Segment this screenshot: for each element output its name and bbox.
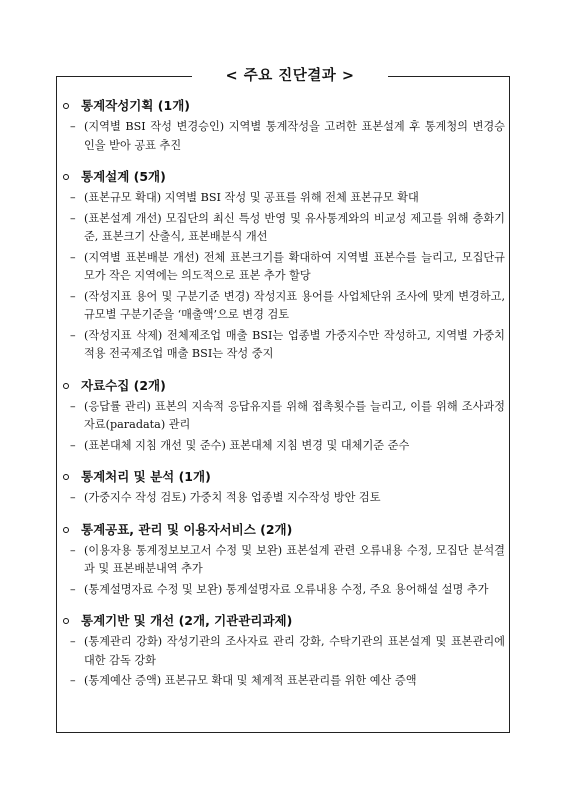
circle-bullet-icon <box>63 174 69 180</box>
dash-bullet-icon: – <box>70 438 76 452</box>
dash-bullet-icon: – <box>70 211 76 225</box>
box-title: < 주요 진단결과 > <box>225 68 355 84</box>
item-list <box>61 189 505 364</box>
list-item-text: (통계관리 강화) 작성기관의 조사자료 관리 강화, 수탁기관의 표본설계 및 표본관리에 대한 감독 강화 <box>84 635 505 667</box>
item-list <box>61 489 505 508</box>
list-item-text: (가중지수 작성 검토) 가중치 적용 업종별 지수작성 방안 검토 <box>84 491 381 504</box>
list-item-text: (지역별 표본배분 개선) 전체 표본크기를 확대하여 지역별 표본수를 늘리고, 모집단규모가 작은 지역에는 의도적으로 표본 추가 할당 <box>84 250 505 282</box>
dash-bullet-icon: – <box>70 491 76 504</box>
section-heading-text: 자료수집 (2개) <box>81 377 166 393</box>
list-item-text: (작성지표 삭제) 전체제조업 매출 BSI는 업종별 가중지수만 작성하고, 지역별 가중치 적용 전국제조업 매출 BSI는 작성 중지 <box>84 328 505 360</box>
dash-bullet-icon: – <box>70 191 76 204</box>
item-list <box>61 118 505 155</box>
list-item-text: (표본규모 확대) 지역별 BSI 작성 및 공표를 위해 전체 표본규모 확대 <box>84 191 419 204</box>
list-item-text: (통계설명자료 수정 및 보완) 통계설명자료 오류내용 수정, 주요 용어해설 설명 추가 <box>84 582 489 596</box>
section-heading <box>61 96 505 116</box>
list-item <box>61 398 505 435</box>
section-heading <box>61 520 505 540</box>
dash-bullet-icon: – <box>70 582 76 596</box>
list-item-text: (응답률 관리) 표본의 지속적 응답유지를 위해 접촉횟수를 늘리고, 이를 위해 조사과정자료(paradata) 관리 <box>84 399 505 431</box>
list-item <box>61 327 505 364</box>
section-2 <box>61 167 505 364</box>
dash-bullet-icon: – <box>70 289 76 303</box>
list-item <box>61 249 505 286</box>
circle-bullet-icon <box>63 618 69 624</box>
section-1 <box>61 96 505 155</box>
section-4 <box>61 467 505 508</box>
list-item <box>61 288 505 325</box>
list-item-text: (표본설계 개선) 모집단의 최신 특성 반영 및 유사통계와의 비교성 제고를 위해 층화기준, 표본크기 산출식, 표본배분식 개선 <box>84 211 505 243</box>
item-list <box>61 542 505 600</box>
section-3 <box>61 376 505 456</box>
list-item-text: (작성지표 용어 및 구분기준 변경) 작성지표 용어를 사업체단위 조사에 맞게 변경하고, 규모별 구분기준을 ‘매출액’으로 변경 검토 <box>84 289 505 321</box>
dash-bullet-icon: – <box>70 250 76 264</box>
list-item-text: (표본대체 지침 개선 및 준수) 표본대체 지침 변경 및 대체기준 준수 <box>84 438 410 452</box>
list-item-text: (이용자용 통계정보보고서 수정 및 보완) 표본설계 관련 오류내용 수정, 모집단 분석결과 및 표본배분내역 추가 <box>84 543 505 575</box>
item-list <box>61 398 505 456</box>
list-item <box>61 189 505 208</box>
circle-bullet-icon <box>63 103 69 109</box>
list-item <box>61 210 505 247</box>
dash-bullet-icon: – <box>70 328 76 342</box>
dash-bullet-icon: – <box>70 399 76 413</box>
section-5 <box>61 520 505 600</box>
section-heading <box>61 376 505 396</box>
list-item-text: (통계예산 증액) 표본규모 확대 및 체계적 표본관리를 위한 예산 증액 <box>84 674 417 687</box>
section-6 <box>61 611 505 691</box>
circle-bullet-icon <box>63 527 69 533</box>
list-item <box>61 437 505 456</box>
list-item <box>61 633 505 670</box>
dash-bullet-icon: – <box>70 635 76 648</box>
section-heading-text: 통계기반 및 개선 (2개, 기관관리과제) <box>81 613 293 628</box>
section-heading-text: 통계공표, 관리 및 이용자서비스 (2개) <box>81 521 293 537</box>
list-item-text: (지역별 BSI 작성 변경승인) 지역별 통계작성을 고려한 표본설계 후 통계청의 변경승인을 받아 공표 추진 <box>84 120 505 152</box>
dash-bullet-icon: – <box>70 543 76 557</box>
list-item <box>61 489 505 508</box>
results-content <box>61 96 505 703</box>
circle-bullet-icon <box>63 383 69 389</box>
dash-bullet-icon: – <box>70 674 76 687</box>
list-item <box>61 118 505 155</box>
section-heading-text: 통계설계 (5개) <box>81 169 166 184</box>
item-list <box>61 633 505 691</box>
section-heading <box>61 611 505 631</box>
section-heading-text: 통계처리 및 분석 (1개) <box>81 469 211 484</box>
list-item <box>61 672 505 691</box>
list-item <box>61 542 505 579</box>
circle-bullet-icon <box>63 474 69 480</box>
list-item <box>61 581 505 600</box>
section-heading-text: 통계작성기획 (1개) <box>81 98 191 113</box>
section-heading <box>61 167 505 187</box>
section-heading <box>61 467 505 487</box>
dash-bullet-icon: – <box>70 120 76 133</box>
